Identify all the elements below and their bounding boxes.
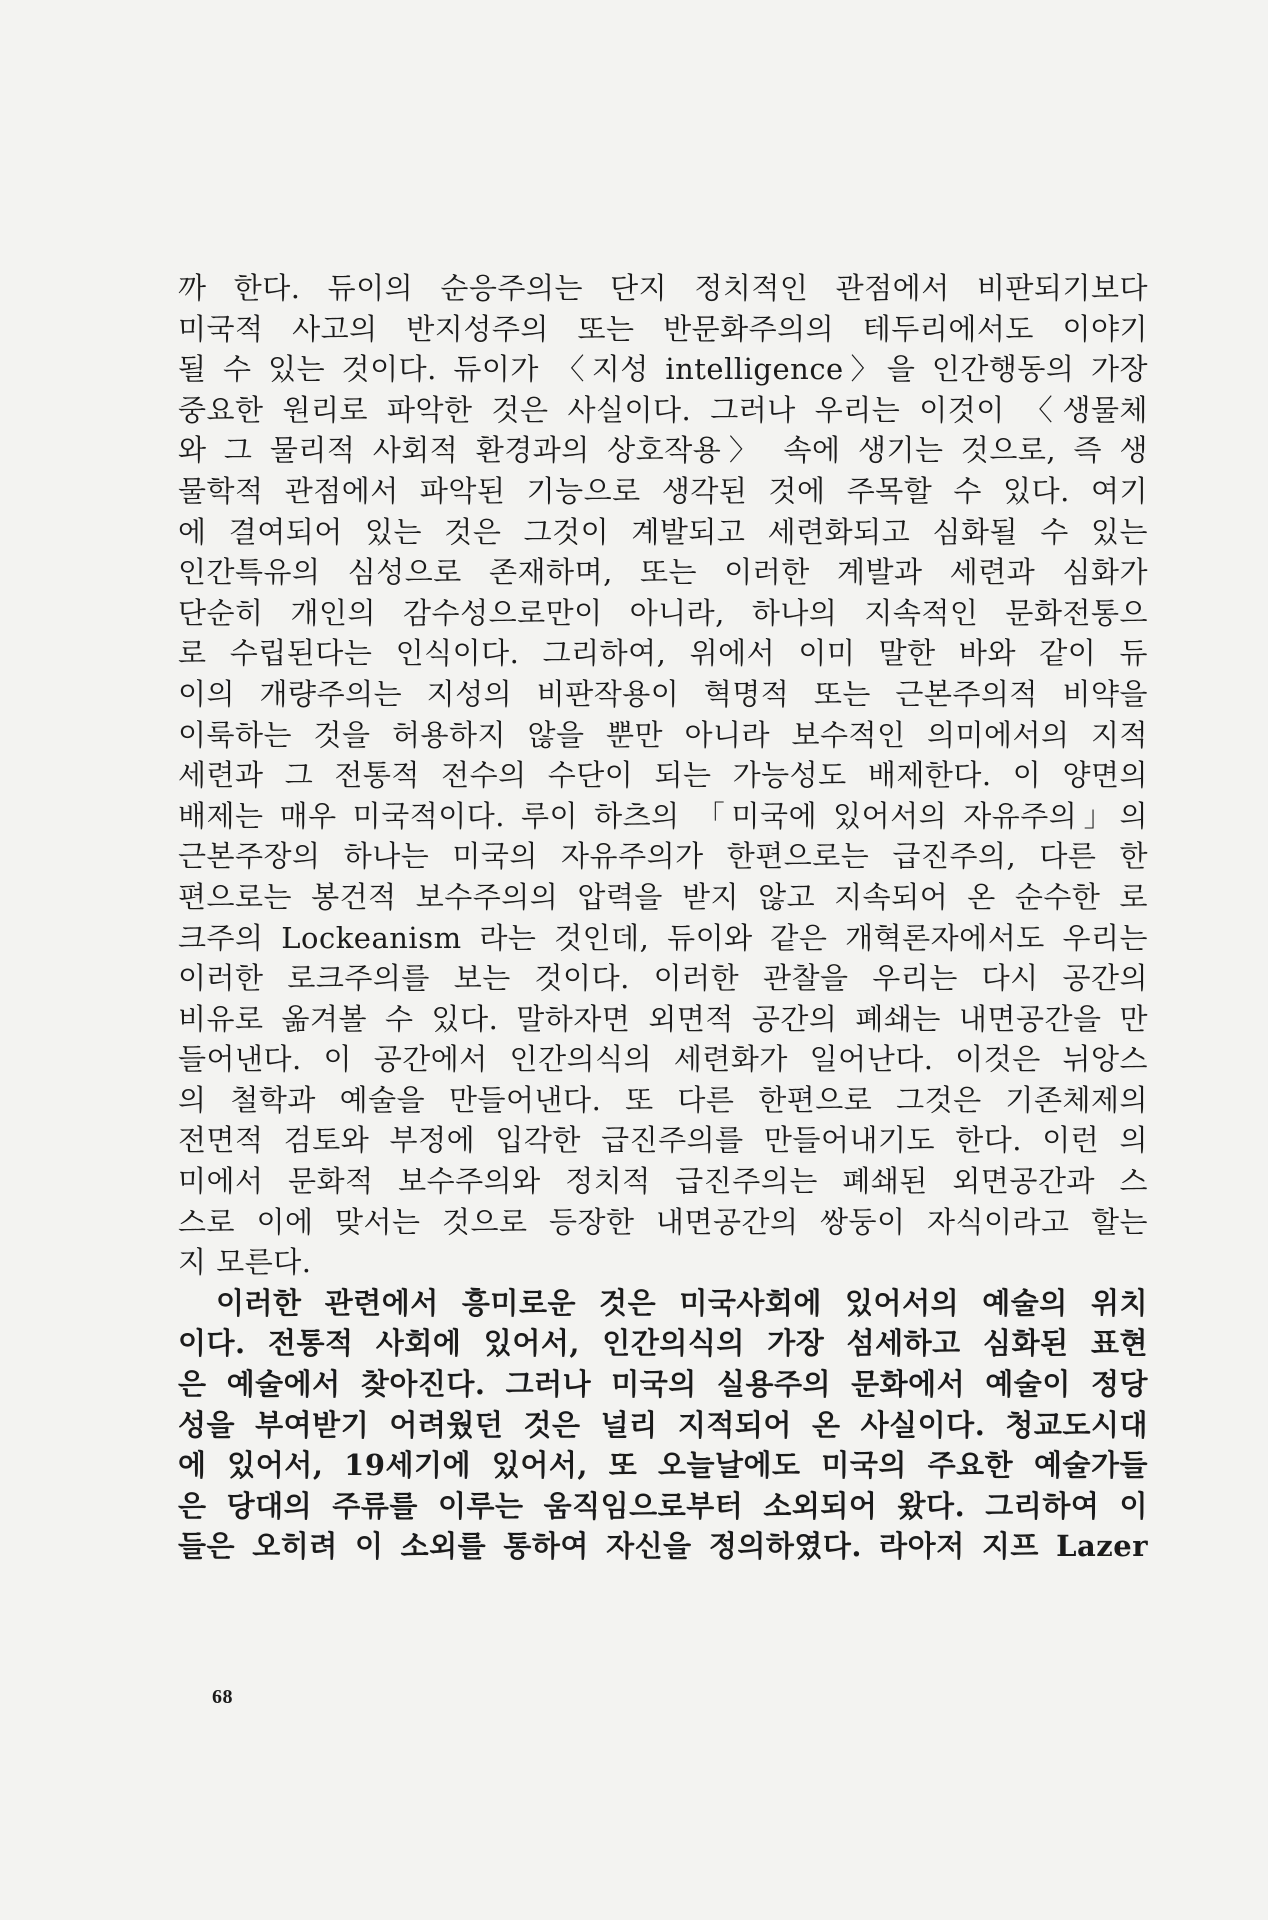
text-line: 비유로 옮겨볼 수 있다. 말하자면 외면적 공간의 폐쇄는 내면공간을 만: [178, 1001, 1148, 1036]
page-number: 68: [212, 1686, 233, 1708]
text-line: 편으로는 봉건적 보수주의의 압력을 받지 않고 지속되어 온 순수한 로: [178, 879, 1148, 914]
text-line: 에 결여되어 있는 것은 그것이 계발되고 세련화되고 심화될 수 있는: [178, 514, 1148, 549]
text-line: 될 수 있는 것이다. 듀이가 〈지성 intelligence〉을 인간행동의 가장: [178, 352, 1148, 387]
body-text: [178, 268, 1148, 1567]
text-line: 에 있어서, 19세기에 있어서, 또 오늘날에도 미국의 주요한 예술가들: [178, 1448, 1148, 1483]
text-line: 은 당대의 주류를 이루는 움직임으로부터 소외되어 왔다. 그리하여 이: [178, 1488, 1148, 1523]
text-line: 이러한 로크주의를 보는 것이다. 이러한 관찰을 우리는 다시 공간의: [178, 961, 1148, 996]
text-line: 들어낸다. 이 공간에서 인간의식의 세련화가 일어난다. 이것은 뉘앙스: [178, 1042, 1148, 1077]
text-line: 스로 이에 맞서는 것으로 등장한 내면공간의 쌍둥이 자식이라고 할는: [178, 1204, 1148, 1239]
text-line: 전면적 검토와 부정에 입각한 급진주의를 만들어내기도 한다. 이런 의: [178, 1123, 1148, 1158]
text-line: 들은 오히려 이 소외를 통하여 자신을 정의하였다. 라아저 지프 Lazer: [178, 1529, 1148, 1564]
text-line: 의 철학과 예술을 만들어낸다. 또 다른 한편으로 그것은 기존체제의: [178, 1082, 1148, 1117]
text-line: 미국적 사고의 반지성주의 또는 반문화주의의 테두리에서도 이야기: [178, 311, 1148, 346]
text-line: 물학적 관점에서 파악된 기능으로 생각된 것에 주목할 수 있다. 여기: [178, 473, 1148, 508]
text-line: 로 수립된다는 인식이다. 그리하여, 위에서 이미 말한 바와 같이 듀: [178, 636, 1148, 671]
text-line: 은 예술에서 찾아진다. 그러나 미국의 실용주의 문화에서 예술이 정당: [178, 1367, 1148, 1402]
text-line: 미에서 문화적 보수주의와 정치적 급진주의는 폐쇄된 외면공간과 스: [178, 1164, 1148, 1199]
paragraph: [178, 268, 1148, 1283]
text-line: 이러한 관련에서 흥미로운 것은 미국사회에 있어서의 예술의 위치: [216, 1285, 1148, 1320]
text-line: 와 그 물리적 사회적 환경과의 상호작용〉 속에 생기는 것으로, 즉 생: [178, 433, 1148, 468]
text-line: 이의 개량주의는 지성의 비판작용이 혁명적 또는 근본주의적 비약을: [178, 676, 1148, 711]
text-line: 크주의 Lockeanism 라는 것인데, 듀이와 같은 개혁론자에서도 우리는: [178, 920, 1148, 955]
text-line: 근본주장의 하나는 미국의 자유주의가 한편으로는 급진주의, 다른 한: [178, 839, 1148, 874]
text-line: 지 모른다.: [178, 1245, 312, 1280]
text-line: 단순히 개인의 감수성으로만이 아니라, 하나의 지속적인 문화전통으: [178, 595, 1148, 630]
text-line: 세련과 그 전통적 전수의 수단이 되는 가능성도 배제한다. 이 양면의: [178, 758, 1148, 793]
text-line: 중요한 원리로 파악한 것은 사실이다. 그러나 우리는 이것이 〈생물체: [178, 392, 1148, 427]
text-line: 이룩하는 것을 허용하지 않을 뿐만 아니라 보수적인 의미에서의 지적: [178, 717, 1148, 752]
text-line: 인간특유의 심성으로 존재하며, 또는 이러한 계발과 세련과 심화가: [178, 555, 1148, 590]
text-line: 성을 부여받기 어려웠던 것은 널리 지적되어 온 사실이다. 청교도시대: [178, 1407, 1148, 1442]
text-line: 이다. 전통적 사회에 있어서, 인간의식의 가장 섬세하고 심화된 표현: [178, 1326, 1148, 1361]
text-line: 배제는 매우 미국적이다. 루이 하츠의 「미국에 있어서의 자유주의」의: [178, 798, 1148, 833]
paragraph: [178, 1283, 1148, 1567]
text-line: 까 한다. 듀이의 순응주의는 단지 정치적인 관점에서 비판되기보다: [178, 271, 1148, 305]
